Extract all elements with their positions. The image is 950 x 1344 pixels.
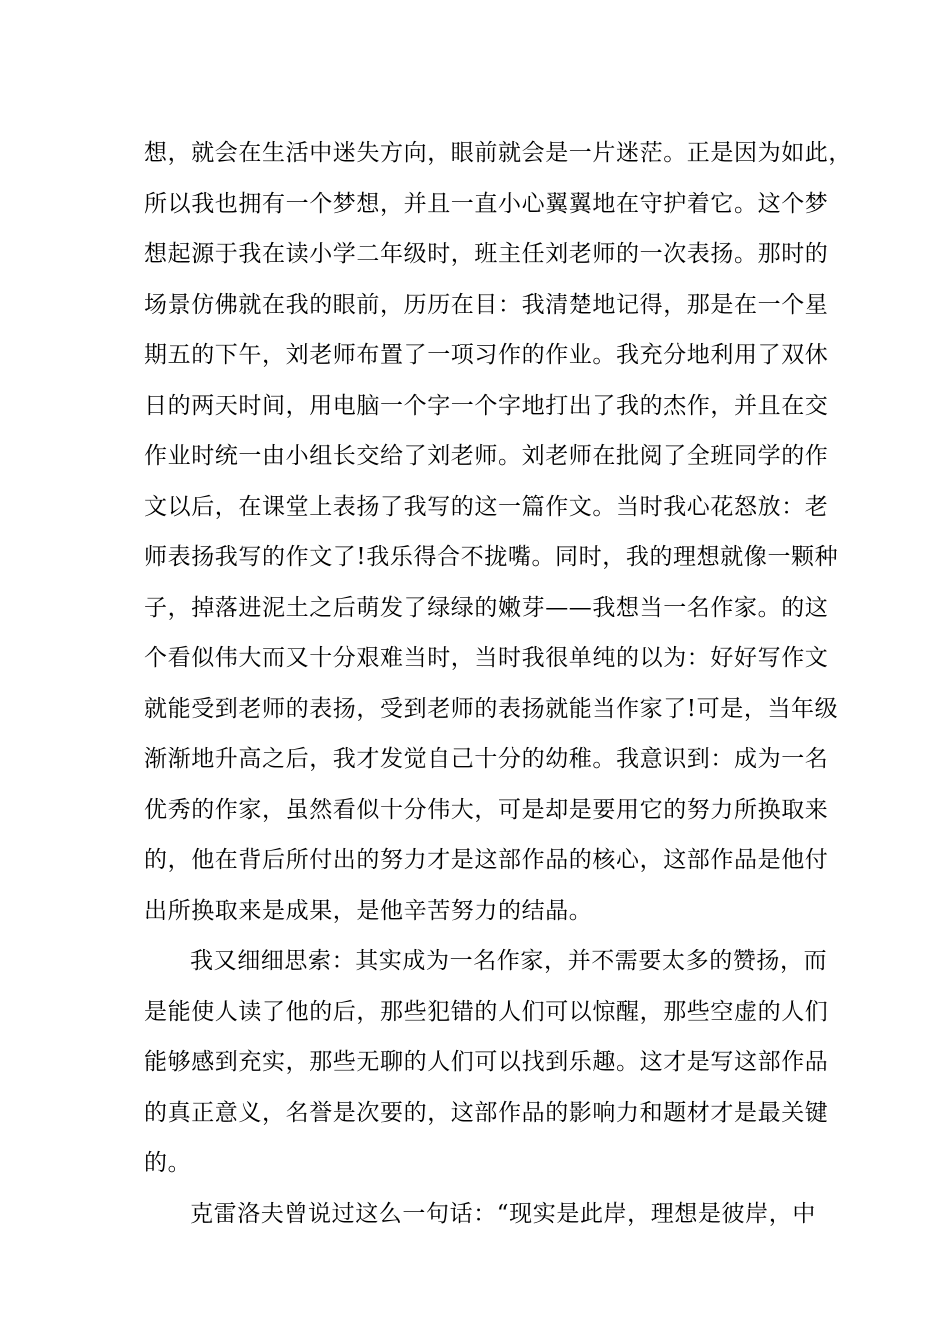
paragraph-first-line: 克雷洛夫曾说过这么一句话：“现实是此岸，理想是彼岸，中 — [190, 1200, 816, 1227]
body-text — [144, 128, 852, 1239]
text-line: 个看似伟大而又十分艰难当时，当时我很单纯的以为：好好写作文 — [144, 645, 829, 671]
text-line: 作业时统一由小组长交给了刘老师。刘老师在批阅了全班同学的作 — [144, 443, 829, 469]
text-line: 出所换取来是成果，是他辛苦努力的结晶。 — [144, 897, 593, 924]
text-line: 文以后，在课堂上表扬了我写的这一篇作文。当时我心花怒放：老 — [144, 493, 829, 520]
text-line: 所以我也拥有一个梦想，并且一直小心翼翼地在守护着它。这个梦 — [144, 190, 829, 217]
text-line: 的。 — [144, 1150, 192, 1176]
text-line: 想起源于我在读小学二年级时，班主任刘老师的一次表扬。那时的 — [144, 241, 829, 267]
text-line: 子，掉落进泥土之后萌发了绿绿的嫩芽——我想当一名作家。的这 — [144, 594, 829, 621]
paragraph-first-line: 我又细细思索：其实成为一名作家，并不需要太多的赞扬，而 — [190, 948, 828, 974]
text-line: 场景仿佛就在我的眼前，历历在目：我清楚地记得，那是在一个星 — [144, 291, 829, 318]
text-line: 优秀的作家，虽然看似十分伟大，可是却是要用它的努力所换取来 — [144, 796, 829, 823]
text-line: 期五的下午，刘老师布置了一项习作的作业。我充分地利用了双休 — [144, 342, 829, 368]
text-line: 想，就会在生活中迷失方向，眼前就会是一片迷茫。正是因为如此， — [144, 140, 852, 166]
text-line: 就能受到老师的表扬，受到老师的表扬就能当作家了!可是，当年级 — [144, 695, 839, 722]
text-line: 渐渐地升高之后，我才发觉自己十分的幼稚。我意识到：成为一名 — [144, 746, 829, 772]
text-line: 是能使人读了他的后，那些犯错的人们可以惊醒，那些空虚的人们 — [144, 998, 829, 1025]
text-line: 日的两天时间，用电脑一个字一个字地打出了我的杰作，并且在交 — [144, 392, 829, 419]
text-line: 的，他在背后所付出的努力才是这部作品的核心，这部作品是他付 — [144, 847, 829, 873]
text-line: 能够感到充实，那些无聊的人们可以找到乐趣。这才是写这部作品 — [144, 1049, 829, 1075]
text-line: 的真正意义，名誉是次要的，这部作品的影响力和题材才是最关键 — [144, 1099, 829, 1126]
text-line: 师表扬我写的作文了!我乐得合不拢嘴。同时，我的理想就像一颗种 — [144, 544, 839, 570]
